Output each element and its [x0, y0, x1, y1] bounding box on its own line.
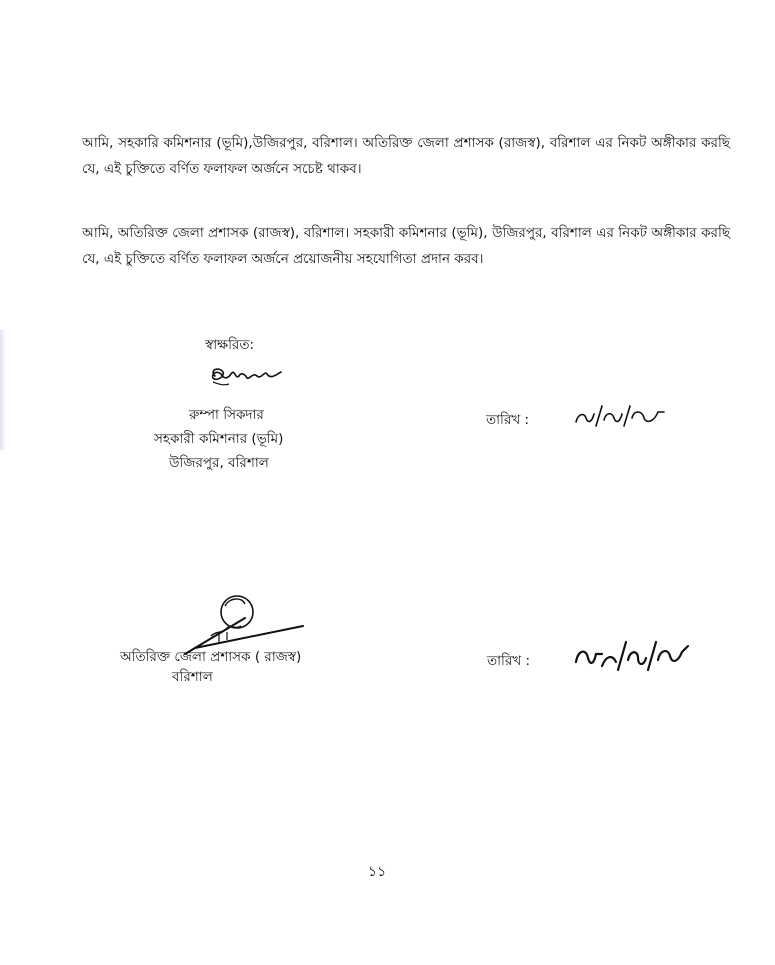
- commitment-paragraph-1: আমি, সহকারি কমিশনার (ভূমি),উজিরপুর, বরিশাল। অতিরিক্ত জেলা প্রশাসক (রাজস্ব), বরিশাল এর নিকট অঙ্গীকার করছি যে, এই চুক্তিতে বর্ণিত ফলাফল অর্জনে সচেষ্ট থাকব।: [82, 135, 730, 177]
- signatory-1-designation: সহকারী কমিশনার (ভূমি): [154, 431, 284, 447]
- signature-1-image: [205, 362, 285, 392]
- scan-edge-shadow: [0, 330, 6, 450]
- date-2-label: তারিখ :: [487, 653, 531, 669]
- page-number: ১১: [368, 864, 387, 880]
- signatory-2-office: বরিশাল: [172, 669, 213, 685]
- signed-label: স্বাক্ষরিত:: [205, 337, 255, 353]
- date-1-label: তারিখ :: [486, 412, 530, 428]
- signatory-2-designation: অতিরিক্ত জেলা প্রশাসক ( রাজস্ব): [120, 649, 302, 665]
- commitment-paragraph-2: আমি, অতিরিক্ত জেলা প্রশাসক (রাজস্ব), বরিশাল। সহকারী কমিশনার (ভূমি), উজিরপুর, বরিশাল এর নিকট অঙ্গীকার করছি যে, এই চুক্তিতে বর্ণিত ফলাফল অর্জনে প্রয়োজনীয় সহযোগিতা প্রদান করব।: [82, 225, 730, 267]
- date-2-handwritten-image: [572, 636, 692, 676]
- date-1-handwritten-image: [572, 400, 672, 432]
- signatory-1-name: রুম্পা সিকদার: [189, 407, 264, 423]
- signatory-1-office: উজিরপুর, বরিশাল: [169, 455, 269, 471]
